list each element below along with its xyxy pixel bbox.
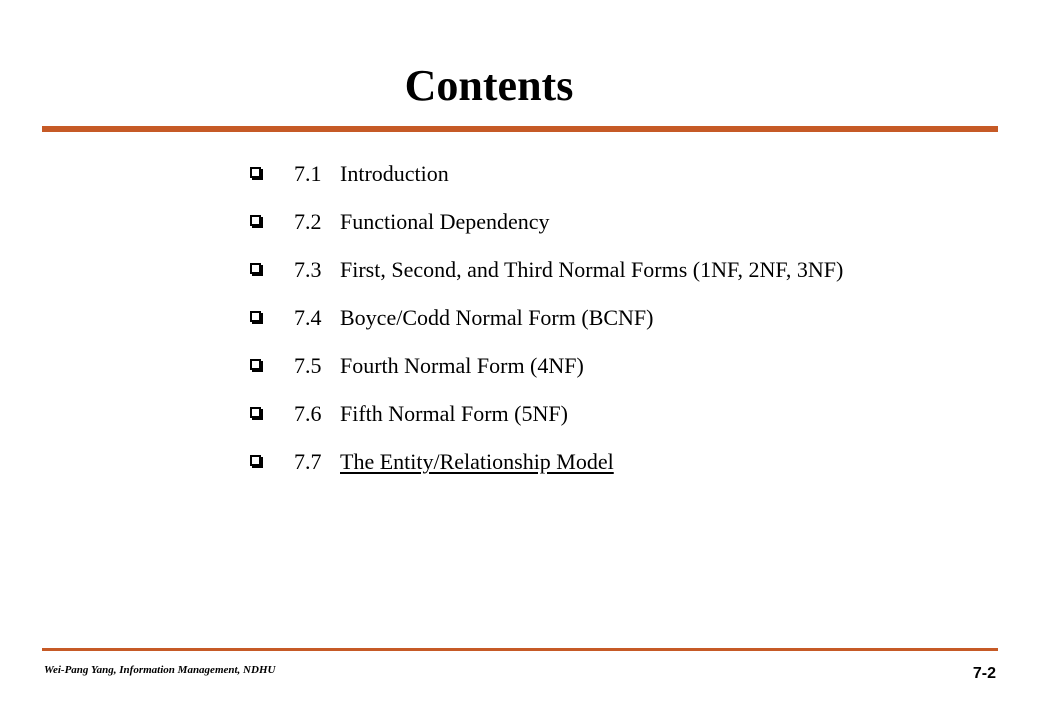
section-link[interactable]: The Entity/Relationship Model	[340, 449, 614, 474]
section-title: Functional Dependency	[340, 209, 550, 234]
square-bullet-icon	[250, 359, 261, 370]
square-bullet-icon	[250, 167, 261, 178]
section-number: 7.4	[294, 305, 322, 330]
page-number: 7-2	[972, 665, 996, 682]
section-title: First, Second, and Third Normal Forms (1NF, 2NF, 3NF)	[340, 257, 844, 282]
slide-title: Contents	[404, 61, 574, 110]
square-bullet-icon	[250, 311, 261, 322]
list-item	[250, 396, 1010, 444]
footer-divider	[42, 648, 998, 651]
list-item	[250, 204, 1010, 252]
square-bullet-icon	[250, 263, 261, 274]
list-item	[250, 348, 1010, 396]
list-item	[250, 300, 1010, 348]
footer-author: Wei-Pang Yang, Information Management, NDHU	[44, 664, 276, 676]
section-number: 7.6	[294, 401, 322, 426]
list-item	[250, 444, 1010, 492]
section-number: 7.1	[294, 161, 322, 186]
section-number: 7.7	[294, 449, 322, 474]
section-number: 7.2	[294, 209, 322, 234]
square-bullet-icon	[250, 215, 261, 226]
square-bullet-icon	[250, 455, 261, 466]
section-title: Fourth Normal Form (4NF)	[340, 353, 584, 378]
title-divider	[42, 126, 998, 132]
section-number: 7.3	[294, 257, 322, 282]
list-item	[250, 156, 1010, 204]
list-item	[250, 252, 1010, 300]
section-title: Introduction	[340, 161, 449, 186]
section-number: 7.5	[294, 353, 322, 378]
section-title: Fifth Normal Form (5NF)	[340, 401, 568, 426]
section-title: Boyce/Codd Normal Form (BCNF)	[340, 305, 654, 330]
square-bullet-icon	[250, 407, 261, 418]
contents-list	[250, 156, 1010, 492]
